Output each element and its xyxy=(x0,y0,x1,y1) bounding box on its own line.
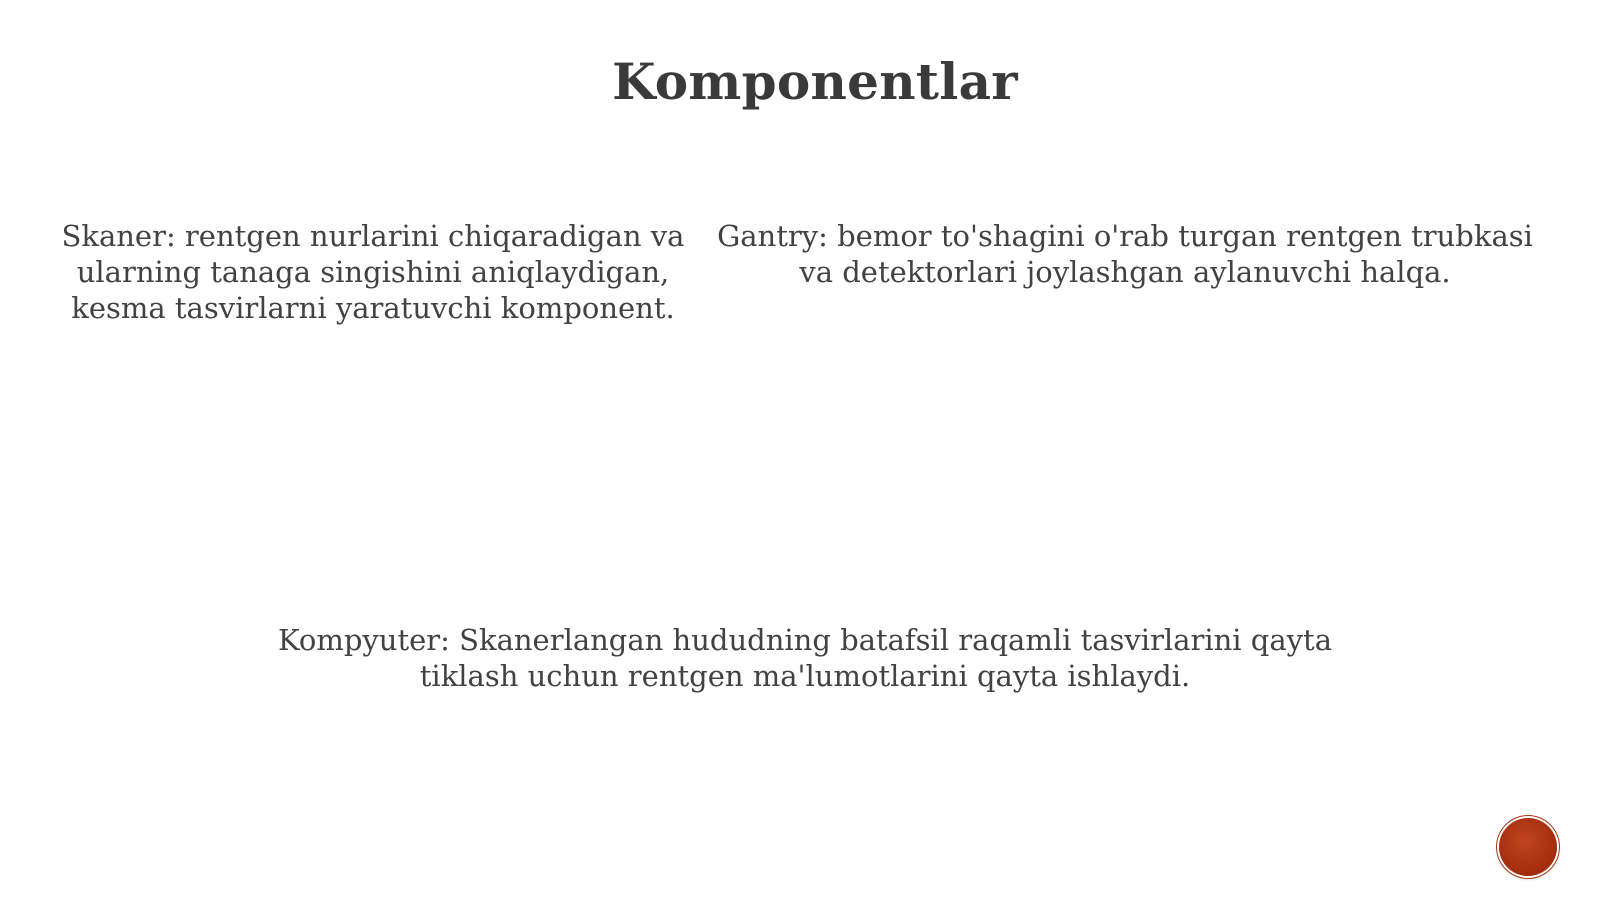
slide-title: Komponentlar xyxy=(612,52,1018,111)
paragraph-gantry: Gantry: bemor to'shagini o'rab turgan rentgen trubkasi va detektorlari joylashgan aylanuvchi halqa. xyxy=(717,219,1533,289)
slide-nav-button[interactable] xyxy=(1499,818,1557,876)
paragraph-kompyuter: Kompyuter: Skanerlangan hududning batafsil raqamli tasvirlarini qayta tiklash uchun rentgen ma'lumotlarini qayta ishlaydi. xyxy=(278,623,1332,693)
paragraph-skaner: Skaner: rentgen nurlarini chiqaradigan va ularning tanaga singishini aniqlaydigan, kesma tasvirlarni yaratuvchi komponent. xyxy=(61,219,685,325)
